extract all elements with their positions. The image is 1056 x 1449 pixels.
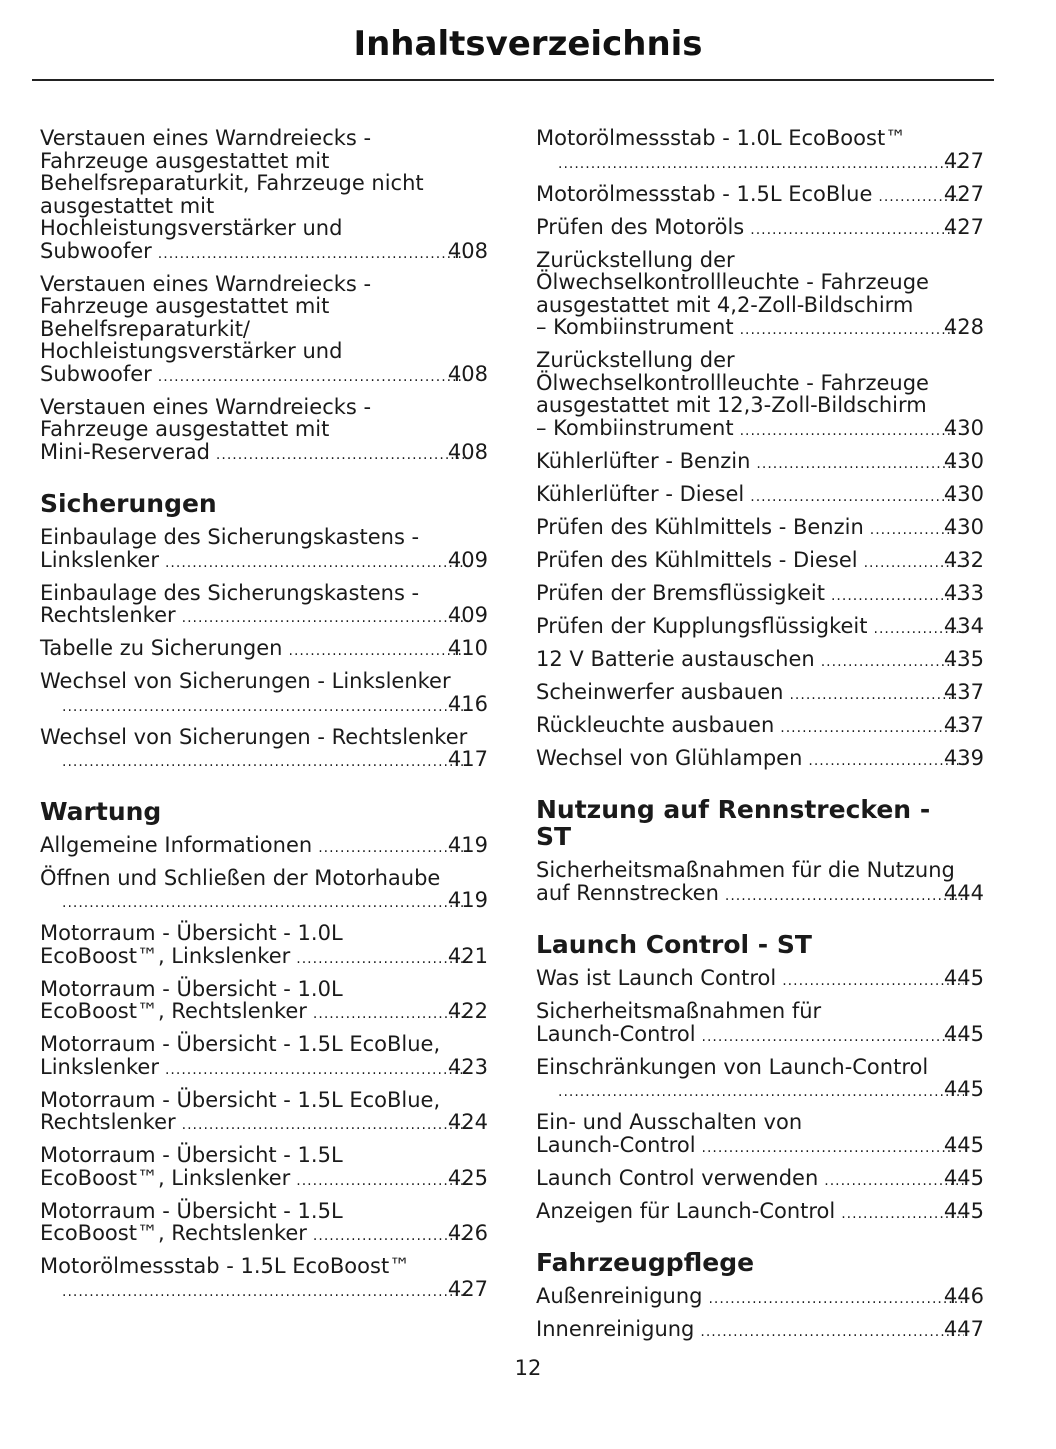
page-number: 12 (514, 1356, 542, 1380)
toc-entry-line: Fahrzeuge ausgestattet mit (40, 148, 330, 173)
toc-entry[interactable] (536, 349, 984, 442)
toc-entry-label: auf Rennstrecken (536, 880, 719, 905)
toc-entry-label: Subwoofer (40, 238, 152, 263)
toc-entry[interactable] (536, 582, 984, 608)
dot-leader (182, 607, 468, 630)
toc-entry-line: ausgestattet mit (40, 193, 215, 218)
toc-page-number: 424 (447, 1110, 488, 1134)
toc-entry-line: Motorraum - Übersicht - 1.0L (40, 976, 343, 1001)
toc-entry-line: Behelfsreparaturkit/ (40, 316, 250, 341)
toc-entry-line: Motorraum - Übersicht - 1.0L (40, 921, 343, 945)
toc-entry-label: Anzeigen für Launch-Control (536, 1198, 836, 1223)
toc-entry-label: Launch-Control (536, 1021, 696, 1046)
toc-entry-final-line (536, 1284, 984, 1311)
section-heading-launch-control: Launch Control - ST (536, 930, 812, 959)
toc-page-number: 427 (943, 181, 984, 206)
dot-leader (216, 444, 468, 467)
dot-leader (789, 684, 963, 707)
toc-entry-label: Rechtslenker (40, 1110, 176, 1134)
dot-leader (756, 453, 963, 476)
toc-page-number: 427 (943, 214, 984, 239)
toc-entry-line: Sicherheitsmaßnahmen für (536, 999, 822, 1023)
toc-page-number: 426 (447, 1221, 488, 1245)
toc-entry[interactable] (40, 867, 488, 915)
toc-page-number: 422 (447, 999, 488, 1023)
toc-page-number: 432 (943, 547, 984, 572)
toc-entry-label: Mini-Reserverad (40, 439, 210, 464)
toc-page-number: 428 (943, 315, 984, 339)
dot-leader (182, 1114, 468, 1137)
toc-page-number: 416 (447, 691, 488, 716)
toc-left-column (40, 127, 488, 1311)
toc-entry[interactable] (536, 747, 984, 773)
toc-page-number: 419 (447, 888, 488, 912)
toc-page-number: 445 (943, 966, 984, 990)
toc-entry[interactable] (40, 526, 488, 574)
toc-entry[interactable] (40, 1089, 488, 1137)
dot-leader (700, 1321, 964, 1344)
toc-entry[interactable] (40, 273, 488, 389)
toc-entry[interactable] (40, 127, 488, 265)
toc-entry-final-line (536, 580, 984, 608)
toc-entry-line: Hochleistungsverstärker und (40, 216, 343, 240)
dot-leader (165, 1059, 468, 1082)
toc-page-number: 437 (943, 679, 984, 704)
dot-leader (821, 651, 964, 674)
toc-entry-final-line (536, 1198, 984, 1226)
toc-entry[interactable] (536, 450, 984, 476)
toc-entry[interactable] (536, 1200, 984, 1226)
dot-leader (740, 319, 964, 342)
toc-entry[interactable] (40, 582, 488, 630)
toc-entry-final-line (40, 238, 488, 266)
toc-entry-line: Öffnen und Schließen der Motorhaube (40, 865, 441, 890)
toc-page-number: 427 (943, 148, 984, 173)
toc-group (40, 834, 488, 1304)
toc-entry-final-line (40, 1110, 488, 1137)
title-divider (32, 79, 994, 81)
toc-entry-label: EcoBoost™, Rechtslenker (40, 999, 307, 1023)
toc-page-number: 435 (943, 646, 984, 671)
toc-entry-final-line (536, 646, 984, 674)
toc-entry-label: Subwoofer (40, 361, 152, 386)
section-heading-line: Nutzung auf Rennstrecken - (536, 795, 931, 824)
toc-page-number: 439 (943, 745, 984, 770)
toc-page-number: 430 (943, 415, 984, 440)
toc-entry[interactable] (40, 922, 488, 970)
toc-entry[interactable] (536, 516, 984, 542)
toc-entry-final-line (536, 1317, 984, 1344)
dot-leader (62, 892, 468, 915)
toc-page-number: 445 (943, 1021, 984, 1046)
toc-entry[interactable] (40, 1255, 488, 1303)
toc-page-number: 408 (447, 439, 488, 464)
toc-page-number: 410 (447, 636, 488, 660)
toc-page-number: 437 (943, 712, 984, 737)
toc-page-number: 419 (447, 832, 488, 857)
toc-group (536, 859, 984, 907)
toc-page-number: 425 (447, 1165, 488, 1190)
toc-entry-line: Motorölmessstab - 1.0L EcoBoost™ (536, 126, 907, 150)
dot-leader (296, 948, 468, 971)
section-heading-rennstrecken (536, 796, 984, 850)
toc-entry-line: Hochleistungsverstärker und (40, 339, 343, 363)
toc-entry-label: Prüfen der Kupplungsflüssigkeit (536, 613, 868, 638)
toc-entry-label: Launch Control verwenden (536, 1165, 819, 1190)
toc-page-number: 423 (447, 1054, 488, 1079)
toc-entry-line: Wechsel von Sicherungen - Rechtslenker (40, 724, 468, 749)
toc-entry[interactable] (536, 859, 984, 907)
toc-entry-label: Außenreinigung (536, 1284, 703, 1308)
toc-entry-line: Behelfsreparaturkit, Fahrzeuge nicht (40, 171, 424, 195)
toc-entry-line: ausgestattet mit 4,2-Zoll-Bildschirm (536, 292, 914, 317)
toc-entry[interactable] (536, 216, 984, 242)
toc-entry-label: EcoBoost™, Linkslenker (40, 943, 291, 968)
toc-entry-line: Einbaulage des Sicherungskastens - (40, 580, 420, 605)
toc-entry-label: Kühlerlüfter - Benzin (536, 448, 751, 473)
toc-entry-line: Einschränkungen von Launch-Control (536, 1054, 929, 1079)
toc-entry-line: Zurückstellung der (536, 247, 735, 272)
toc-entry-final-line (536, 613, 984, 641)
toc-entry-final-line (40, 603, 488, 630)
dot-leader (740, 420, 964, 443)
toc-page-number: 445 (943, 1132, 984, 1157)
dot-leader (725, 885, 964, 908)
page-title: Inhaltsverzeichnis (353, 24, 703, 64)
toc-entry-label: Kühlerlüfter - Diesel (536, 481, 745, 506)
toc-entry-label: Prüfen des Kühlmittels - Benzin (536, 514, 864, 539)
dot-leader (782, 970, 964, 993)
dot-leader (750, 219, 964, 242)
toc-page-number: 445 (943, 1165, 984, 1190)
toc-page-number: 446 (943, 1284, 984, 1308)
toc-entry-line: Ein- und Ausschalten von (536, 1110, 803, 1134)
toc-entry-final-line (40, 636, 488, 663)
toc-entry-label: Innenreinigung (536, 1317, 695, 1341)
toc-entry-final-line (40, 361, 488, 389)
toc-page-number: 444 (943, 880, 984, 905)
toc-entry-final-line (62, 748, 488, 774)
toc-entry[interactable] (536, 1167, 984, 1193)
toc-entry-line: Ölwechselkontrollleuchte - Fahrzeuge (536, 270, 929, 294)
toc-entry-line: Einbaulage des Sicherungskastens - (40, 525, 420, 549)
toc-entry-final-line (536, 1132, 984, 1160)
toc-entry-final-line (40, 1165, 488, 1193)
toc-page-number: 430 (943, 481, 984, 506)
toc-entry-final-line (558, 150, 984, 176)
toc-page-number: 409 (447, 603, 488, 627)
dot-leader (702, 1026, 964, 1049)
toc-entry-line: Motorraum - Übersicht - 1.5L (40, 1143, 343, 1167)
toc-entry-label: Rückleuchte ausbauen (536, 712, 775, 737)
toc-page-number: 434 (943, 613, 984, 638)
toc-entry[interactable] (536, 714, 984, 740)
toc-entry-label: Motorölmessstab - 1.5L EcoBlue (536, 181, 873, 206)
toc-entry-line: Verstauen eines Warndreiecks - (40, 394, 372, 419)
toc-entry-line: Motorraum - Übersicht - 1.5L (40, 1198, 343, 1223)
toc-entry[interactable] (536, 681, 984, 707)
dot-leader (289, 640, 468, 663)
toc-page-number: 417 (447, 747, 488, 771)
toc-entry-line: Motorraum - Übersicht - 1.5L EcoBlue, (40, 1087, 441, 1112)
toc-entry-label: Prüfen der Bremsflüssigkeit (536, 580, 825, 605)
toc-entry-final-line (40, 439, 488, 467)
toc-entry-final-line (40, 943, 488, 971)
toc-entry-label: Scheinwerfer ausbauen (536, 679, 784, 704)
dot-leader (62, 751, 468, 774)
toc-entry-final-line (558, 1078, 984, 1104)
dot-leader (780, 717, 964, 740)
toc-entry-final-line (40, 832, 488, 860)
toc-right-column (536, 127, 984, 1351)
toc-entry[interactable] (536, 1056, 984, 1104)
toc-entry[interactable] (40, 1033, 488, 1081)
toc-entry[interactable] (40, 1200, 488, 1248)
toc-entry-final-line (62, 693, 488, 719)
toc-page-number: 447 (943, 1317, 984, 1341)
section-heading-wartung: Wartung (40, 796, 162, 826)
toc-entry-final-line (536, 315, 984, 342)
toc-entry-final-line (536, 448, 984, 476)
toc-entry[interactable] (40, 834, 488, 860)
toc-entry-final-line (536, 966, 984, 993)
toc-entry[interactable] (536, 549, 984, 575)
dot-leader (702, 1137, 964, 1160)
section-heading-fahrzeugpflege: Fahrzeugpflege (536, 1248, 755, 1277)
toc-entry-final-line (536, 214, 984, 242)
section-heading-sicherungen: Sicherungen (40, 489, 217, 518)
toc-entry-line: Verstauen eines Warndreiecks - (40, 126, 372, 150)
toc-entry-final-line (536, 880, 984, 908)
toc-entry-label: – Kombiinstrument (536, 315, 734, 339)
toc-entry-final-line (62, 1278, 488, 1304)
toc-page-number: 445 (943, 1077, 984, 1101)
toc-entry-label: Wechsel von Glühlampen (536, 745, 803, 770)
toc-entry-final-line (536, 1021, 984, 1049)
toc-entry-line: Sicherheitsmaßnahmen für die Nutzung (536, 858, 955, 882)
toc-entry-line: Verstauen eines Warndreiecks - (40, 271, 372, 296)
toc-page-number: 427 (447, 1276, 488, 1301)
toc-entry-label: Was ist Launch Control (536, 966, 777, 990)
toc-page-number: 430 (943, 514, 984, 539)
toc-entry-final-line (40, 1221, 488, 1248)
toc-entry-label: Rechtslenker (40, 603, 176, 627)
toc-entry-final-line (536, 712, 984, 740)
toc-entry[interactable] (536, 1285, 984, 1311)
toc-entry[interactable] (40, 726, 488, 774)
toc-entry-line: Zurückstellung der (536, 348, 735, 372)
toc-entry-final-line (536, 1165, 984, 1193)
dot-leader (558, 153, 964, 176)
toc-entry-final-line (40, 1054, 488, 1082)
toc-entry[interactable] (536, 1111, 984, 1159)
toc-entry[interactable] (40, 637, 488, 663)
toc-entry-line: Fahrzeuge ausgestattet mit (40, 294, 330, 318)
toc-entry[interactable] (536, 1318, 984, 1344)
toc-entry-label: 12 V Batterie austauschen (536, 646, 815, 671)
toc-page-number: 433 (943, 580, 984, 605)
toc-entry[interactable] (536, 1000, 984, 1048)
toc-entry[interactable] (536, 249, 984, 342)
dot-leader (158, 366, 468, 389)
toc-entry-final-line (536, 679, 984, 707)
toc-entry-final-line (40, 999, 488, 1026)
toc-entry[interactable] (536, 615, 984, 641)
toc-entry-final-line (536, 481, 984, 509)
toc-group (536, 1285, 984, 1344)
toc-entry[interactable] (536, 127, 984, 175)
dot-leader (165, 552, 468, 575)
toc-page-number: 430 (943, 448, 984, 473)
dot-leader (296, 1170, 468, 1193)
dot-leader (313, 1003, 468, 1026)
dot-leader (558, 1081, 964, 1104)
toc-page-number: 445 (943, 1198, 984, 1223)
dot-leader (158, 243, 468, 266)
dot-leader (313, 1225, 468, 1248)
toc-entry-label: EcoBoost™, Rechtslenker (40, 1221, 307, 1245)
toc-entry-line: Motorölmessstab - 1.5L EcoBoost™ (40, 1254, 411, 1278)
toc-entry[interactable] (40, 396, 488, 467)
dot-leader (750, 486, 964, 509)
toc-entry-label: Linkslenker (40, 1054, 159, 1079)
toc-entry[interactable] (40, 670, 488, 718)
toc-page-number: 408 (447, 361, 488, 386)
toc-entry-line: Fahrzeuge ausgestattet mit (40, 417, 330, 441)
toc-page-number: 408 (447, 238, 488, 263)
toc-page-number: 409 (447, 547, 488, 572)
toc-group (536, 967, 984, 1225)
toc-entry[interactable] (536, 183, 984, 209)
toc-entry-label: Launch-Control (536, 1132, 696, 1157)
toc-group (40, 127, 488, 466)
toc-entry[interactable] (536, 483, 984, 509)
dot-leader (318, 837, 468, 860)
section-heading-line: ST (536, 822, 572, 851)
toc-entry-final-line (536, 415, 984, 443)
toc-entry-line: Motorraum - Übersicht - 1.5L EcoBlue, (40, 1032, 441, 1056)
toc-entry-label: Prüfen des Kühlmittels - Diesel (536, 547, 858, 572)
toc-entry-label: Prüfen des Motoröls (536, 214, 745, 239)
toc-page-number: 421 (447, 943, 488, 968)
dot-leader (824, 1170, 964, 1193)
toc-group (536, 127, 984, 772)
toc-entry-label: Linkslenker (40, 547, 159, 572)
toc-entry-line: Ölwechselkontrollleuchte - Fahrzeuge (536, 370, 929, 395)
toc-entry-final-line (536, 745, 984, 773)
toc-group (40, 526, 488, 774)
dot-leader (62, 696, 468, 719)
dot-leader (708, 1288, 963, 1311)
toc-entry[interactable] (40, 1144, 488, 1192)
toc-entry-line: Wechsel von Sicherungen - Linkslenker (40, 669, 451, 693)
toc-entry-final-line (536, 514, 984, 542)
toc-entry-final-line (40, 547, 488, 575)
toc-entry-label: – Kombiinstrument (536, 415, 734, 440)
toc-entry[interactable] (536, 967, 984, 993)
toc-entry-final-line (536, 181, 984, 209)
dot-leader (62, 1281, 468, 1304)
toc-entry-final-line (536, 547, 984, 575)
toc-entry-label: EcoBoost™, Linkslenker (40, 1165, 291, 1190)
toc-entry[interactable] (536, 648, 984, 674)
toc-entry-label: Allgemeine Informationen (40, 832, 313, 857)
toc-entry-label: Tabelle zu Sicherungen (40, 636, 283, 660)
toc-entry[interactable] (40, 978, 488, 1026)
toc-entry-line: ausgestattet mit 12,3-Zoll-Bildschirm (536, 393, 927, 417)
dot-leader (808, 750, 964, 773)
toc-entry-final-line (62, 889, 488, 915)
